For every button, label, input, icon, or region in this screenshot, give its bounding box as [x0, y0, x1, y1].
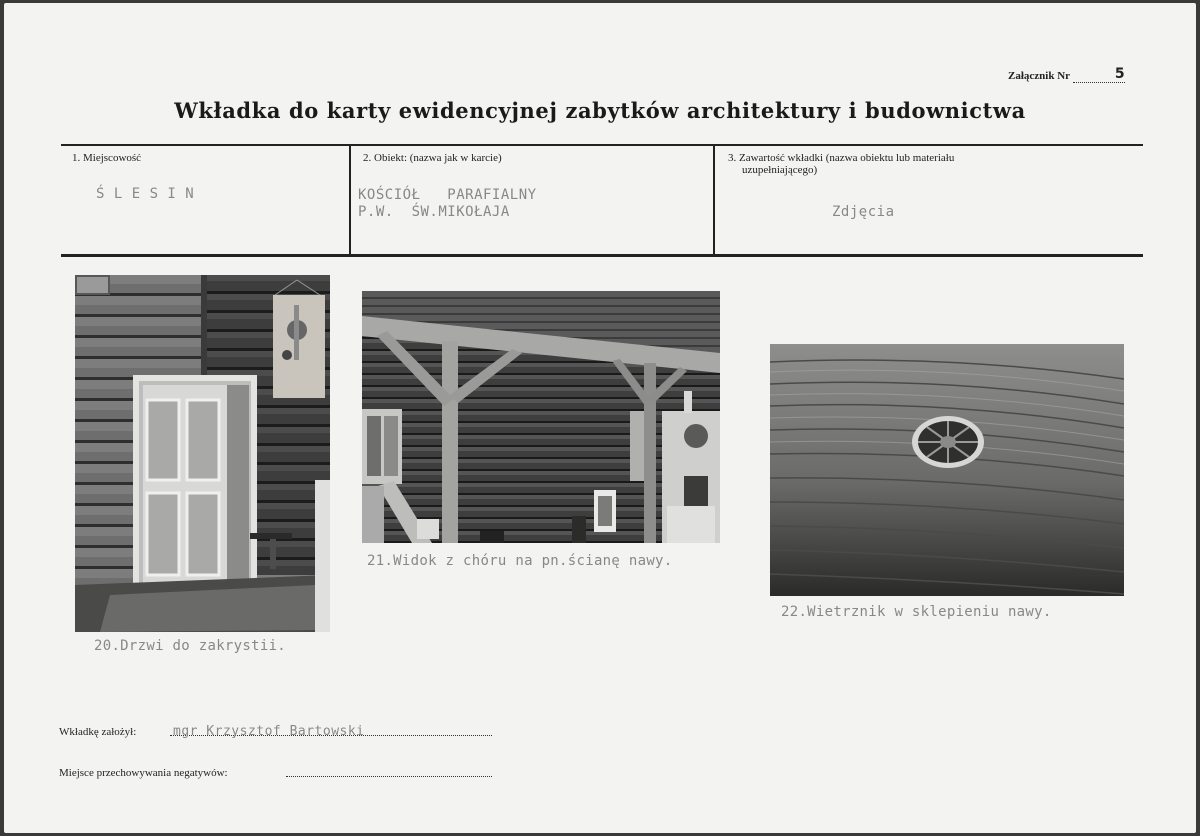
author-value: mgr Krzysztof Bartowski: [173, 724, 365, 739]
photo-choir-view: [362, 291, 720, 543]
photo-caption-22: 22.Wietrznik w sklepieniu nawy.: [781, 604, 1052, 620]
field-locality-value: Ś L E S I N: [96, 186, 195, 202]
field-content-value: Zdjęcia: [832, 204, 895, 220]
field-locality-label: 1. Miejscowość: [72, 152, 142, 164]
field-object-value-2: P.W. ŚW.MIKOŁAJA: [358, 204, 510, 220]
annex-number: [1008, 67, 1125, 84]
author-label: Wkładkę założył:: [59, 726, 137, 738]
table-top-rule: [61, 144, 1143, 146]
photo-vault-vent: [770, 344, 1124, 596]
annex-number-value: 5: [1073, 66, 1125, 83]
storage-label: Miejsce przechowywania negatywów:: [59, 767, 228, 779]
page-title: Wkładka do karty ewidencyjnej zabytków architektury i budownictwa: [174, 98, 1026, 123]
annex-label: Załącznik Nr: [1008, 70, 1070, 82]
storage-line: [286, 776, 492, 777]
table-divider-2: [713, 145, 715, 255]
photo-caption-20: 20.Drzwi do zakrystii.: [94, 638, 287, 654]
photo-sacristy-door: [75, 275, 330, 632]
field-object-value-1: KOŚCIÓŁ PARAFIALNY: [358, 187, 537, 203]
field-content-label-1: 3. Zawartość wkładki (nazwa obiektu lub materiału: [728, 152, 955, 164]
field-content-label-2: uzupełniającego): [742, 164, 818, 176]
table-divider-1: [349, 145, 351, 255]
photo-caption-21: 21.Widok z chóru na pn.ścianę nawy.: [367, 553, 673, 569]
table-bottom-rule: [61, 254, 1143, 257]
field-object-label: 2. Obiekt: (nazwa jak w karcie): [363, 152, 502, 164]
